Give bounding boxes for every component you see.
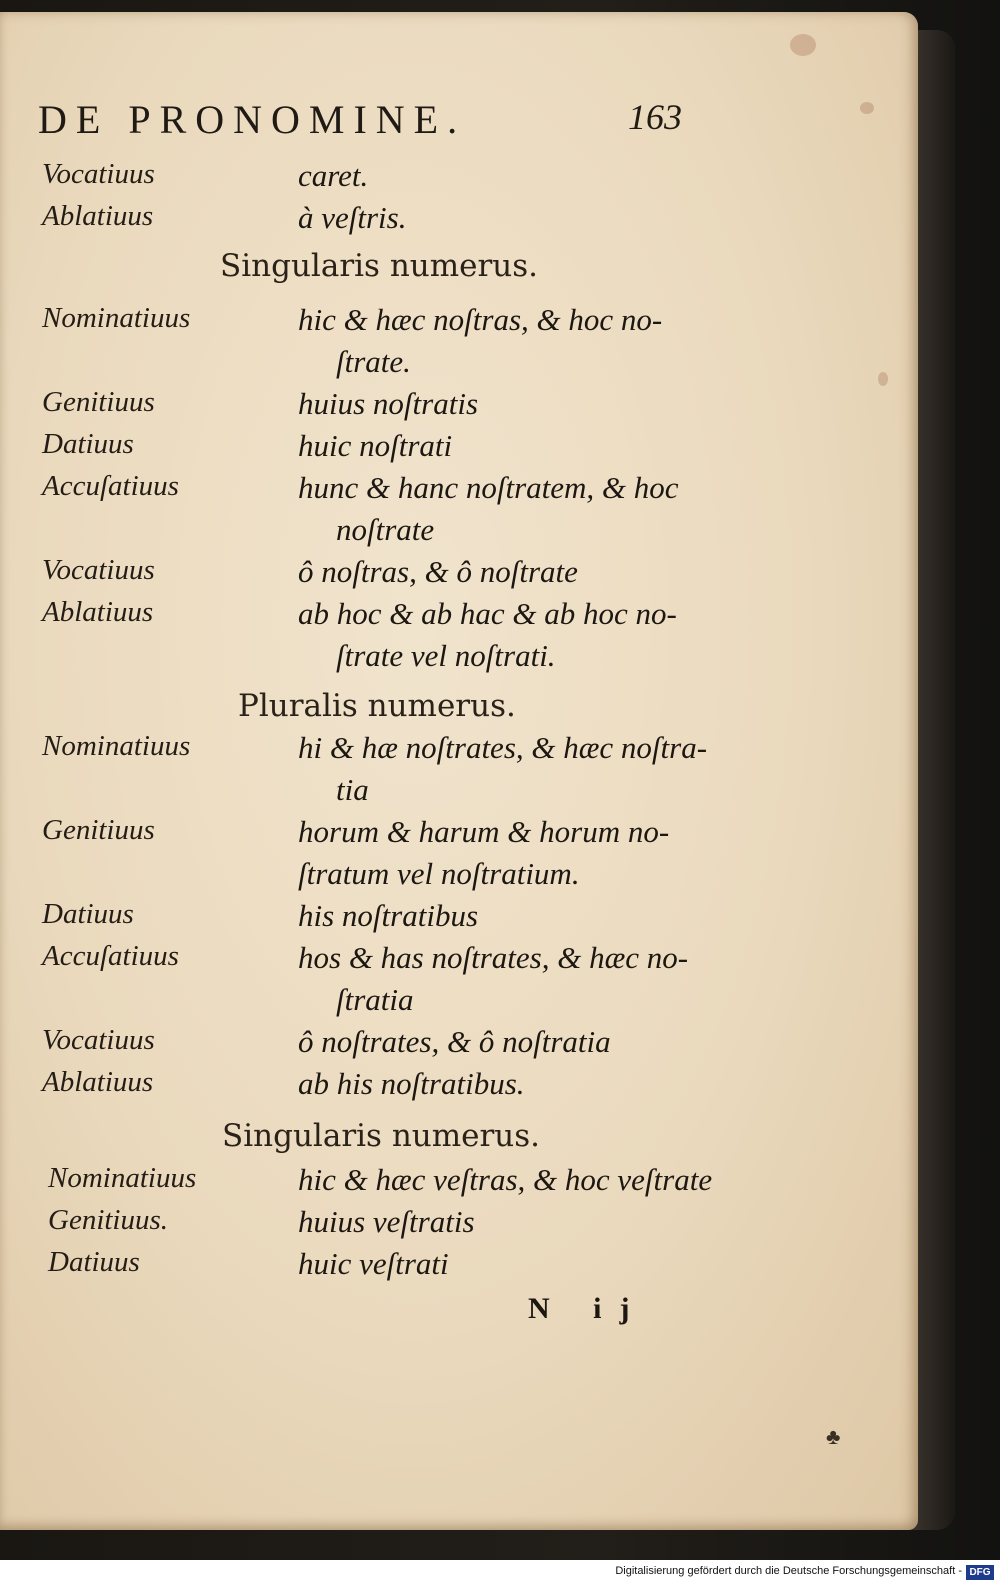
case-form: ab his noſtratibus.	[298, 1066, 525, 1101]
case-form: horum & harum & horum no-	[298, 814, 670, 849]
case-label: Ablatiuus	[42, 200, 154, 232]
case-form-continuation: ſtratum vel noſtratium.	[298, 856, 580, 891]
case-form: huius noſtratis	[298, 386, 479, 421]
paradigm-row	[0, 1066, 918, 1108]
running-head	[38, 96, 688, 152]
case-form-continuation: ſtrate vel noſtrati.	[336, 638, 556, 673]
case-form-continuation: ſtrate.	[336, 344, 411, 379]
case-form-continuation: noſtrate	[336, 512, 435, 547]
paradigm-row	[0, 302, 918, 344]
case-form: huius veſtratis	[298, 1204, 475, 1239]
case-label: Accuſatiuus	[42, 470, 179, 502]
paradigm-row	[0, 1024, 918, 1066]
case-label: Nominatiuus	[42, 302, 191, 334]
paradigm-row	[0, 386, 918, 428]
case-label: Vocatiuus	[42, 1024, 155, 1056]
case-label: Genitiuus.	[48, 1204, 169, 1236]
case-form: ô noſtrates, & ô noſtratia	[298, 1024, 611, 1059]
paradigm-row	[0, 730, 918, 772]
signature-mark: N ij	[528, 1292, 648, 1325]
case-form: caret.	[298, 158, 369, 193]
case-form-continuation: tia	[336, 772, 369, 807]
case-label: Datiuus	[42, 898, 134, 930]
case-label: Nominatiuus	[48, 1162, 197, 1194]
paradigm-row	[0, 898, 918, 940]
case-label: Ablatiuus	[42, 596, 154, 628]
stain-mark	[790, 34, 816, 56]
paradigm-row	[0, 940, 918, 982]
dfg-logo: DFG	[966, 1565, 994, 1580]
page-number: 163	[628, 97, 682, 137]
case-label: Datiuus	[42, 428, 134, 460]
paradigm-row-continuation	[0, 856, 918, 898]
case-label: Datiuus	[48, 1246, 140, 1278]
paradigm-row	[0, 1246, 918, 1288]
case-form: à veſtris.	[298, 200, 407, 235]
case-label: Genitiuus	[42, 386, 155, 418]
case-form: his noſtratibus	[298, 898, 479, 933]
paradigm-row	[0, 200, 918, 242]
paradigm-row	[0, 596, 918, 638]
case-label: Vocatiuus	[42, 554, 155, 586]
case-form-continuation: ſtratia	[336, 982, 414, 1017]
funding-credit: Digitalisierung gefördert durch die Deutsche Forschungsgemeinschaft -	[615, 1565, 962, 1577]
paradigm-row	[0, 428, 918, 470]
digitization-footer	[0, 1560, 1000, 1588]
section-heading: Singularis numerus.	[220, 248, 539, 284]
case-form: hic & hæc veſtras, & hoc veſtrate	[298, 1162, 713, 1197]
case-form: huic noſtrati	[298, 428, 453, 463]
paradigm-row-continuation	[0, 512, 918, 554]
paradigm-row-continuation	[0, 982, 918, 1024]
paradigm-row-continuation	[0, 638, 918, 680]
page-title: DE PRONOMINE.	[38, 97, 467, 142]
case-label: Nominatiuus	[42, 730, 191, 762]
section-heading: Pluralis numerus.	[238, 688, 516, 724]
stain-mark	[860, 102, 874, 114]
case-form: ab hoc & ab hac & ab hoc no-	[298, 596, 677, 631]
section-heading: Singularis numerus.	[222, 1118, 541, 1154]
case-label: Ablatiuus	[42, 1066, 154, 1098]
paradigm-row	[0, 158, 918, 200]
case-label: Vocatiuus	[42, 158, 155, 190]
paradigm-row	[0, 554, 918, 596]
case-form: huic veſtrati	[298, 1246, 449, 1281]
paradigm-row-continuation	[0, 344, 918, 386]
paradigm-row-continuation	[0, 772, 918, 814]
paradigm-row	[0, 814, 918, 856]
printer-ornament: ♣	[826, 1424, 841, 1449]
paradigm-row	[0, 1162, 918, 1204]
case-form: hos & has noſtrates, & hæc no-	[298, 940, 689, 975]
case-form: hunc & hanc noſtratem, & hoc	[298, 470, 679, 505]
case-form: hic & hæc noſtras, & hoc no-	[298, 302, 663, 337]
case-form: ô noſtras, & ô noſtrate	[298, 554, 578, 589]
case-form: hi & hæ noſtrates, & hæc noſtra-	[298, 730, 708, 765]
case-label: Genitiuus	[42, 814, 155, 846]
case-label: Accuſatiuus	[42, 940, 179, 972]
paradigm-row	[0, 470, 918, 512]
paradigm-row	[0, 1204, 918, 1246]
